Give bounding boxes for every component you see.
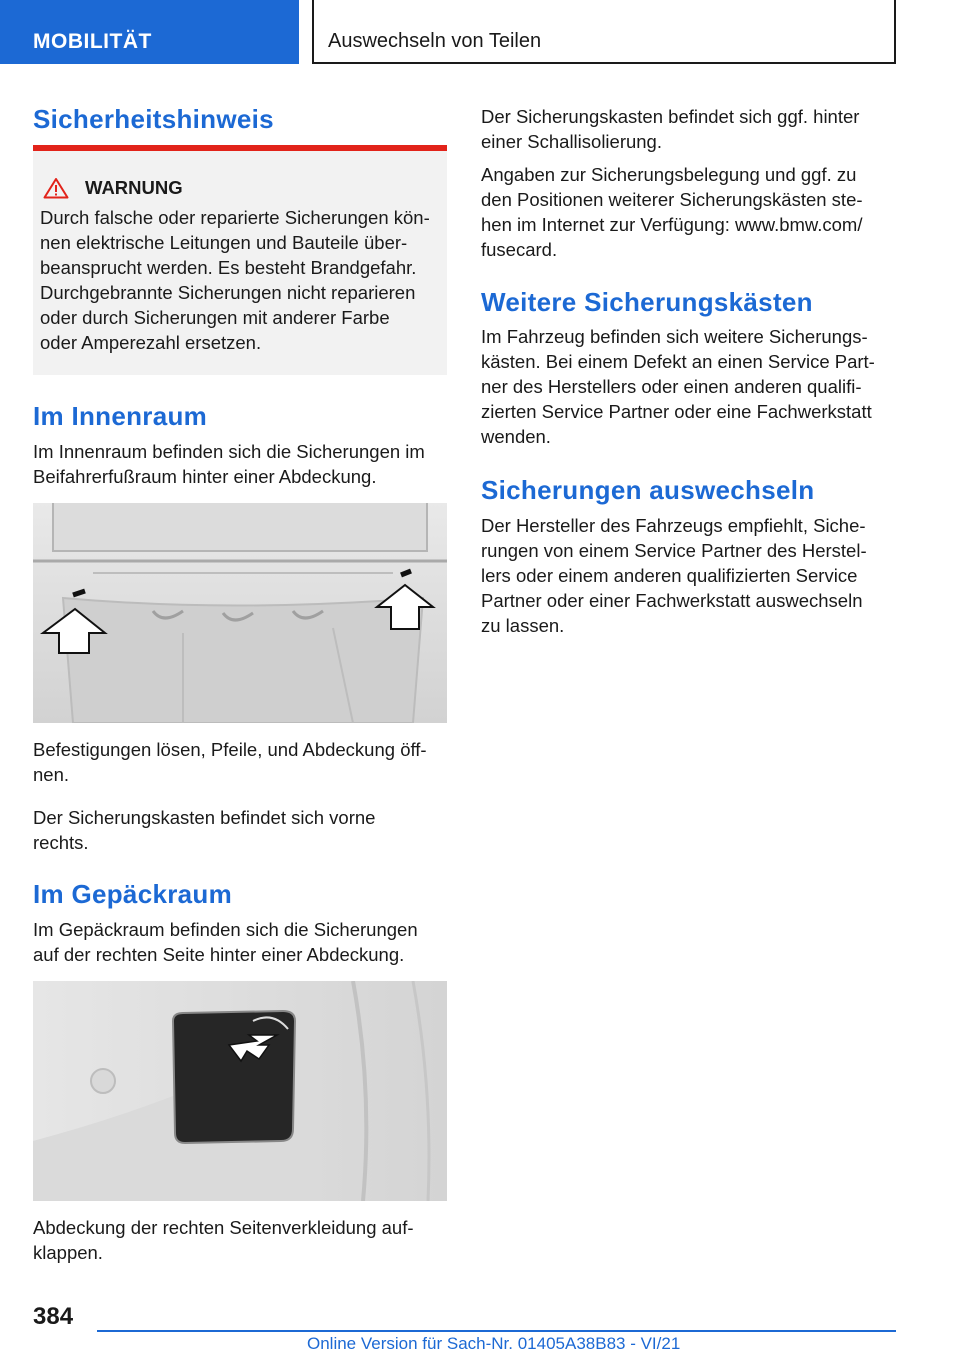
interior-text: Im Innenraum befinden sich die Sicherungen im Beifahrerfußraum hinter einer Abdeckung.: [33, 441, 425, 487]
right-paragraph-2: Angaben zur Sicherungsbelegung und ggf. zu den Positionen weiterer Sicherungskästen ste- hen im Internet zur Verfügung: www.bmw.com/ fusecard.: [481, 164, 863, 260]
footer-version-text: Online Version für Sach-Nr. 01405A38B83 - VI/21: [307, 1334, 681, 1353]
trunk-heading: Im Gepäckraum: [33, 879, 232, 909]
warning-title: [43, 177, 183, 199]
interior-step-2: Der Sicherungskasten befindet sich vorne rechts.: [33, 807, 376, 853]
warning-box: [33, 145, 447, 375]
warning-line: oder Amperezahl ersetzen.: [40, 332, 262, 353]
more-fuse-boxes-text: Im Fahrzeug befinden sich weitere Sicherungs- kästen. Bei einem Defekt an einen Service Part- ner des Herstellers oder einen anderen qualifi- zierten Service Partner oder eine Fachwerkstatt wenden.: [481, 326, 875, 447]
footer-divider: [97, 1330, 896, 1332]
right-paragraph-1: Der Sicherungskasten befindet sich ggf. hinter einer Schallisolierung.: [481, 106, 860, 152]
warning-triangle-icon: [43, 177, 69, 199]
interior-step-1: Befestigungen lösen, Pfeile, und Abdeckung öff- nen.: [33, 739, 427, 785]
header-chapter-title: Auswechseln von Teilen: [312, 0, 896, 64]
warning-line: beansprucht werden. Es besteht Brandgefahr.: [40, 257, 417, 278]
warning-line: nen elektrische Leitungen und Bauteile über-: [40, 232, 408, 253]
replace-fuses-text: Der Hersteller des Fahrzeugs empfiehlt, Siche- rungen von einem Service Partner des Herstel- lers oder einem anderen qualifizierten Service Partner oder einer Fachwerkstatt auswechseln zu lassen.: [481, 515, 867, 636]
warning-text: [40, 205, 445, 355]
warning-line: Durchgebrannte Sicherungen nicht reparieren: [40, 282, 416, 303]
more-fuse-boxes-heading: Weitere Sicherungskästen: [481, 287, 813, 317]
trunk-step: Abdeckung der rechten Seitenverkleidung auf- klappen.: [33, 1217, 414, 1263]
replace-fuses-heading: Sicherungen auswechseln: [481, 475, 815, 505]
page-number: 384: [33, 1303, 74, 1330]
interior-fuse-cover-image: [33, 503, 447, 723]
trunk-fuse-cover-image: [33, 981, 447, 1201]
safety-heading: Sicherheitshinweis: [33, 104, 274, 134]
trunk-text: Im Gepäckraum befinden sich die Sicherungen auf der rechten Seite hinter einer Abdeckung.: [33, 919, 418, 965]
header-section-title: MOBILITÄT: [0, 0, 299, 64]
warning-line: Durch falsche oder reparierte Sicherungen kön-: [40, 207, 430, 228]
warning-title-text: WARNUNG: [85, 177, 183, 198]
interior-heading: Im Innenraum: [33, 401, 208, 431]
warning-line: oder durch Sicherungen mit anderer Farbe: [40, 307, 390, 328]
